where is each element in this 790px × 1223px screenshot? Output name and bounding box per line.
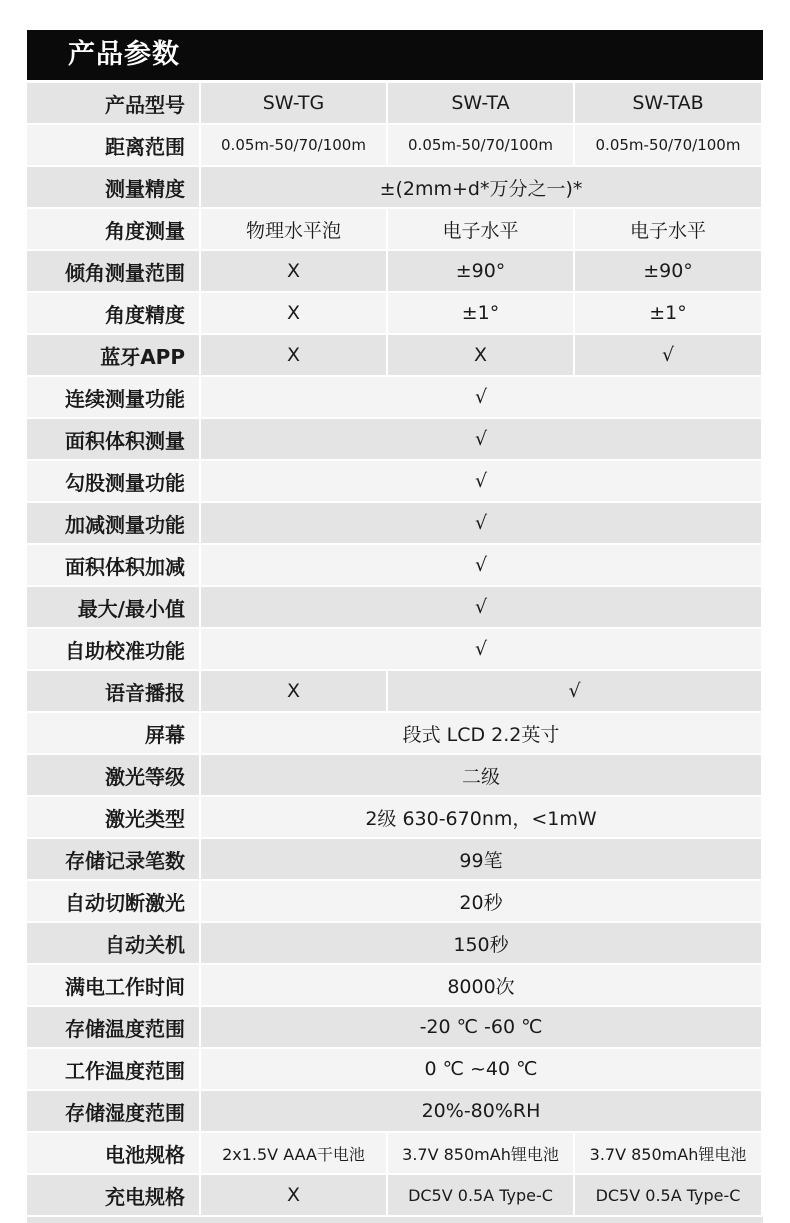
cell-value: ±1° (388, 293, 575, 335)
cell-value: 20秒 (201, 881, 763, 923)
table-row (27, 167, 763, 209)
row-label: 测量精度 (27, 167, 201, 209)
row-label: 屏幕 (27, 713, 201, 755)
row-label: 电池规格 (27, 1133, 201, 1175)
cross-mark: X (201, 1175, 388, 1217)
cell-value: 20%-80%RH (201, 1091, 763, 1133)
cell-value: 电子水平 (575, 209, 763, 251)
table-row (27, 503, 763, 545)
cell-value: 8000次 (201, 965, 763, 1007)
table-row (27, 251, 763, 293)
table-row (27, 1175, 763, 1217)
row-label: 连续测量功能 (27, 377, 201, 419)
spec-header: 产品参数 (27, 30, 763, 80)
table-row (27, 629, 763, 671)
cell-value: 3.7V 850mAh锂电池 (575, 1133, 763, 1175)
cell-value: ±1° (575, 293, 763, 335)
check-mark: √ (201, 503, 763, 545)
cell-value: 0.05m-50/70/100m (388, 125, 575, 167)
cell-value: 2级 630-670nm，<1mW (201, 797, 763, 839)
check-mark: √ (201, 545, 763, 587)
row-label: 距离范围 (27, 125, 201, 167)
cell-value: 99笔 (201, 839, 763, 881)
cell-value: ±90° (575, 251, 763, 293)
cell-value: 0.05m-50/70/100m (201, 125, 388, 167)
row-label: 自动关机 (27, 923, 201, 965)
cross-mark: X (201, 251, 388, 293)
table-row (27, 923, 763, 965)
table-row (27, 209, 763, 251)
table-row (27, 293, 763, 335)
table-row (27, 713, 763, 755)
table-bottom-strip (27, 1217, 763, 1223)
row-label: 激光等级 (27, 755, 201, 797)
row-label: 最大/最小值 (27, 587, 201, 629)
table-row (27, 125, 763, 167)
table-row (27, 1133, 763, 1175)
table-row (27, 419, 763, 461)
table-row (27, 671, 763, 713)
cell-value: 2x1.5V AAA干电池 (201, 1133, 388, 1175)
cell-value: 电子水平 (388, 209, 575, 251)
row-label: 自动切断激光 (27, 881, 201, 923)
row-label: 加减测量功能 (27, 503, 201, 545)
row-label: 角度测量 (27, 209, 201, 251)
model-name: SW-TA (388, 83, 575, 125)
check-mark: √ (201, 419, 763, 461)
table-row (27, 1091, 763, 1133)
cross-mark: X (201, 671, 388, 713)
table-row (27, 839, 763, 881)
check-mark: √ (575, 335, 763, 377)
cell-value: 物理水平泡 (201, 209, 388, 251)
table-row (27, 377, 763, 419)
table-row (27, 1049, 763, 1091)
row-label: 蓝牙APP (27, 335, 201, 377)
table-row (27, 755, 763, 797)
row-label: 勾股测量功能 (27, 461, 201, 503)
row-label: 产品型号 (27, 83, 201, 125)
cell-value: ±90° (388, 251, 575, 293)
row-label: 面积体积加减 (27, 545, 201, 587)
row-label: 充电规格 (27, 1175, 201, 1217)
table-row (27, 461, 763, 503)
cross-mark: X (201, 293, 388, 335)
cell-value: 0.05m-50/70/100m (575, 125, 763, 167)
table-row (27, 83, 763, 125)
row-label: 角度精度 (27, 293, 201, 335)
check-mark: √ (201, 461, 763, 503)
cross-mark: X (388, 335, 575, 377)
cell-value: 0 ℃ ~40 ℃ (201, 1049, 763, 1091)
table-row (27, 587, 763, 629)
cell-value: DC5V 0.5A Type-C (388, 1175, 575, 1217)
cross-mark: X (201, 335, 388, 377)
table-row (27, 335, 763, 377)
row-label: 语音播报 (27, 671, 201, 713)
model-name: SW-TG (201, 83, 388, 125)
row-label: 存储湿度范围 (27, 1091, 201, 1133)
row-label: 倾角测量范围 (27, 251, 201, 293)
model-name: SW-TAB (575, 83, 763, 125)
cell-value: 3.7V 850mAh锂电池 (388, 1133, 575, 1175)
check-mark: √ (201, 377, 763, 419)
cell-value: ±(2mm+d*万分之一)* (201, 167, 763, 209)
row-label: 自助校准功能 (27, 629, 201, 671)
row-label: 存储温度范围 (27, 1007, 201, 1049)
cell-value: -20 ℃ -60 ℃ (201, 1007, 763, 1049)
table-row (27, 797, 763, 839)
row-label: 面积体积测量 (27, 419, 201, 461)
check-mark: √ (201, 587, 763, 629)
table-row (27, 1007, 763, 1049)
table-row (27, 545, 763, 587)
row-label: 存储记录笔数 (27, 839, 201, 881)
cell-value: 二级 (201, 755, 763, 797)
table-row (27, 881, 763, 923)
cell-value: DC5V 0.5A Type-C (575, 1175, 763, 1217)
check-mark: √ (388, 671, 763, 713)
cell-value: 150秒 (201, 923, 763, 965)
row-label: 满电工作时间 (27, 965, 201, 1007)
spec-table (27, 83, 763, 1217)
cell-value: 段式 LCD 2.2英寸 (201, 713, 763, 755)
row-label: 工作温度范围 (27, 1049, 201, 1091)
check-mark: √ (201, 629, 763, 671)
table-row (27, 965, 763, 1007)
row-label: 激光类型 (27, 797, 201, 839)
